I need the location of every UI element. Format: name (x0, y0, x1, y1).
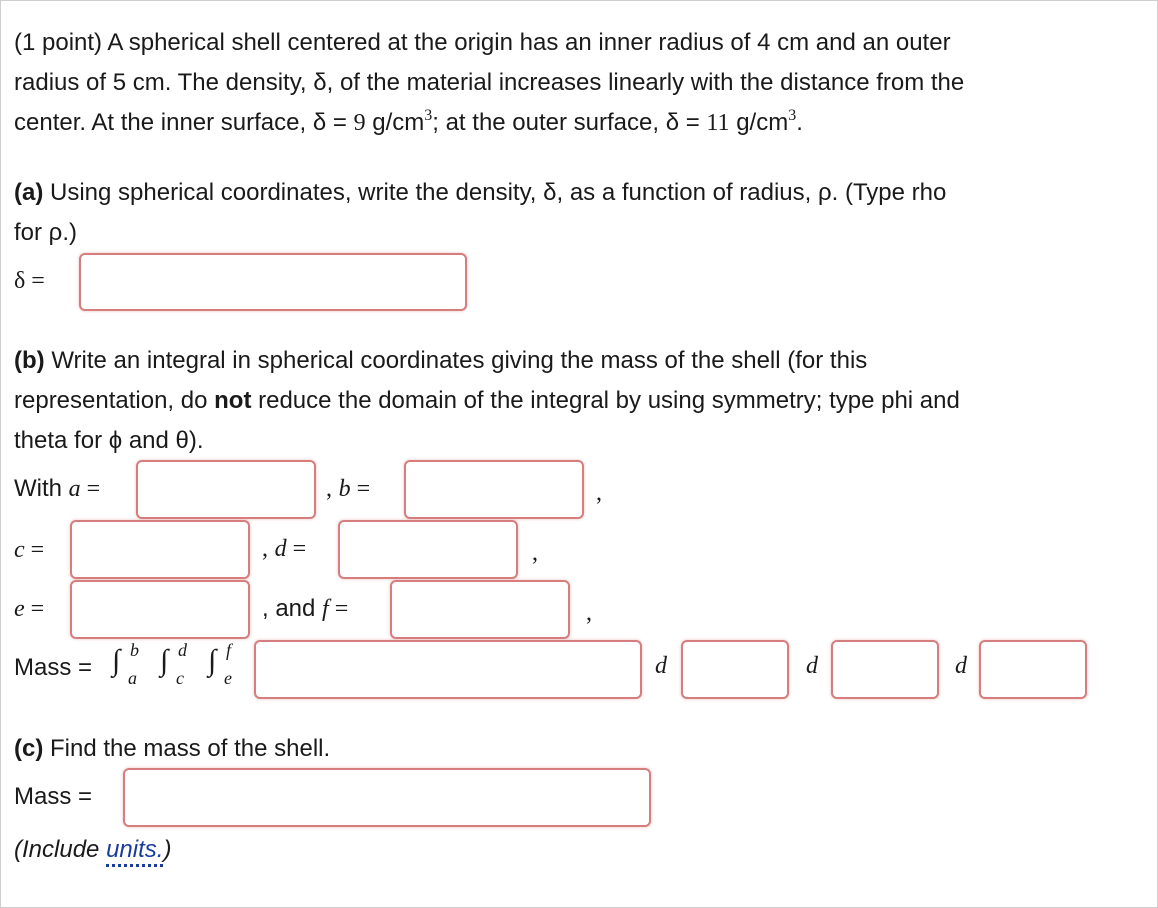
a-input[interactable] (138, 462, 314, 517)
d-label: , d = (262, 536, 307, 562)
part-b-text-2: representation, do not reduce the domain of the integral by using symmetry; type phi and (14, 387, 960, 414)
f-input[interactable] (392, 582, 568, 637)
intro-line-1: (1 point) A spherical shell centered at the origin has an inner radius of 4 cm and an outer (14, 29, 951, 56)
integral-2: ∫ d c (160, 640, 187, 688)
b-field[interactable] (404, 460, 584, 519)
part-a-text-1: (a) Using spherical coordinates, write the density, δ, as a function of radius, ρ. (Type rho (14, 179, 947, 206)
intro-line-3: center. At the inner surface, δ = 9 $g/cm^3$; at the outer surface, δ = 11 $g/cm^3$. (14, 107, 803, 136)
a-field[interactable] (136, 460, 316, 519)
differential-d-1: d (655, 653, 667, 679)
mass-answer-label: Mass = (14, 783, 93, 810)
c-field[interactable] (70, 520, 250, 579)
integral-3: ∫ f e (208, 640, 232, 688)
mass-integral-label: Mass = (14, 654, 93, 681)
differential-d-3: d (955, 653, 967, 679)
c-label: c = (14, 537, 45, 563)
intro-line-2: radius of 5 cm. The density, δ, of the material increases linearly with the distance from the (14, 69, 965, 96)
differential-2-input[interactable] (833, 642, 937, 697)
integrand-input[interactable] (256, 642, 640, 697)
a-label: With a = (14, 475, 101, 502)
b-input[interactable] (406, 462, 582, 517)
e-field[interactable] (70, 580, 250, 639)
b-label: , b = (326, 476, 371, 502)
differential-d-2: d (806, 653, 818, 679)
e-label: e = (14, 596, 45, 622)
part-b-text-3: theta for ϕ and θ). (14, 427, 204, 454)
units-note: (Include units.) (14, 838, 171, 862)
part-b-text-1: (b) Write an integral in spherical coordinates giving the mass of the shell (for this (14, 347, 868, 374)
c-input[interactable] (72, 522, 248, 577)
f-label: , and f = (262, 595, 349, 622)
part-c-text: (c) Find the mass of the shell. (14, 735, 331, 762)
differential-2-field[interactable] (831, 640, 939, 699)
d-input[interactable] (340, 522, 516, 577)
comma-3: , (586, 600, 592, 626)
integrand-field[interactable] (254, 640, 642, 699)
differential-1-input[interactable] (683, 642, 787, 697)
differential-1-field[interactable] (681, 640, 789, 699)
e-input[interactable] (72, 582, 248, 637)
integral-1: ∫ b a (112, 640, 139, 688)
density-answer-field[interactable] (79, 253, 467, 311)
delta-label: δ = (14, 268, 45, 294)
part-a-text-2: for ρ.) (14, 219, 77, 246)
units-link[interactable]: units. (106, 836, 163, 867)
d-field[interactable] (338, 520, 518, 579)
comma-2: , (532, 540, 538, 566)
f-field[interactable] (390, 580, 570, 639)
density-input[interactable] (81, 255, 465, 309)
mass-answer-field[interactable] (123, 768, 651, 827)
differential-3-input[interactable] (981, 642, 1085, 697)
differential-3-field[interactable] (979, 640, 1087, 699)
mass-input[interactable] (125, 770, 649, 825)
comma-1: , (596, 480, 602, 506)
